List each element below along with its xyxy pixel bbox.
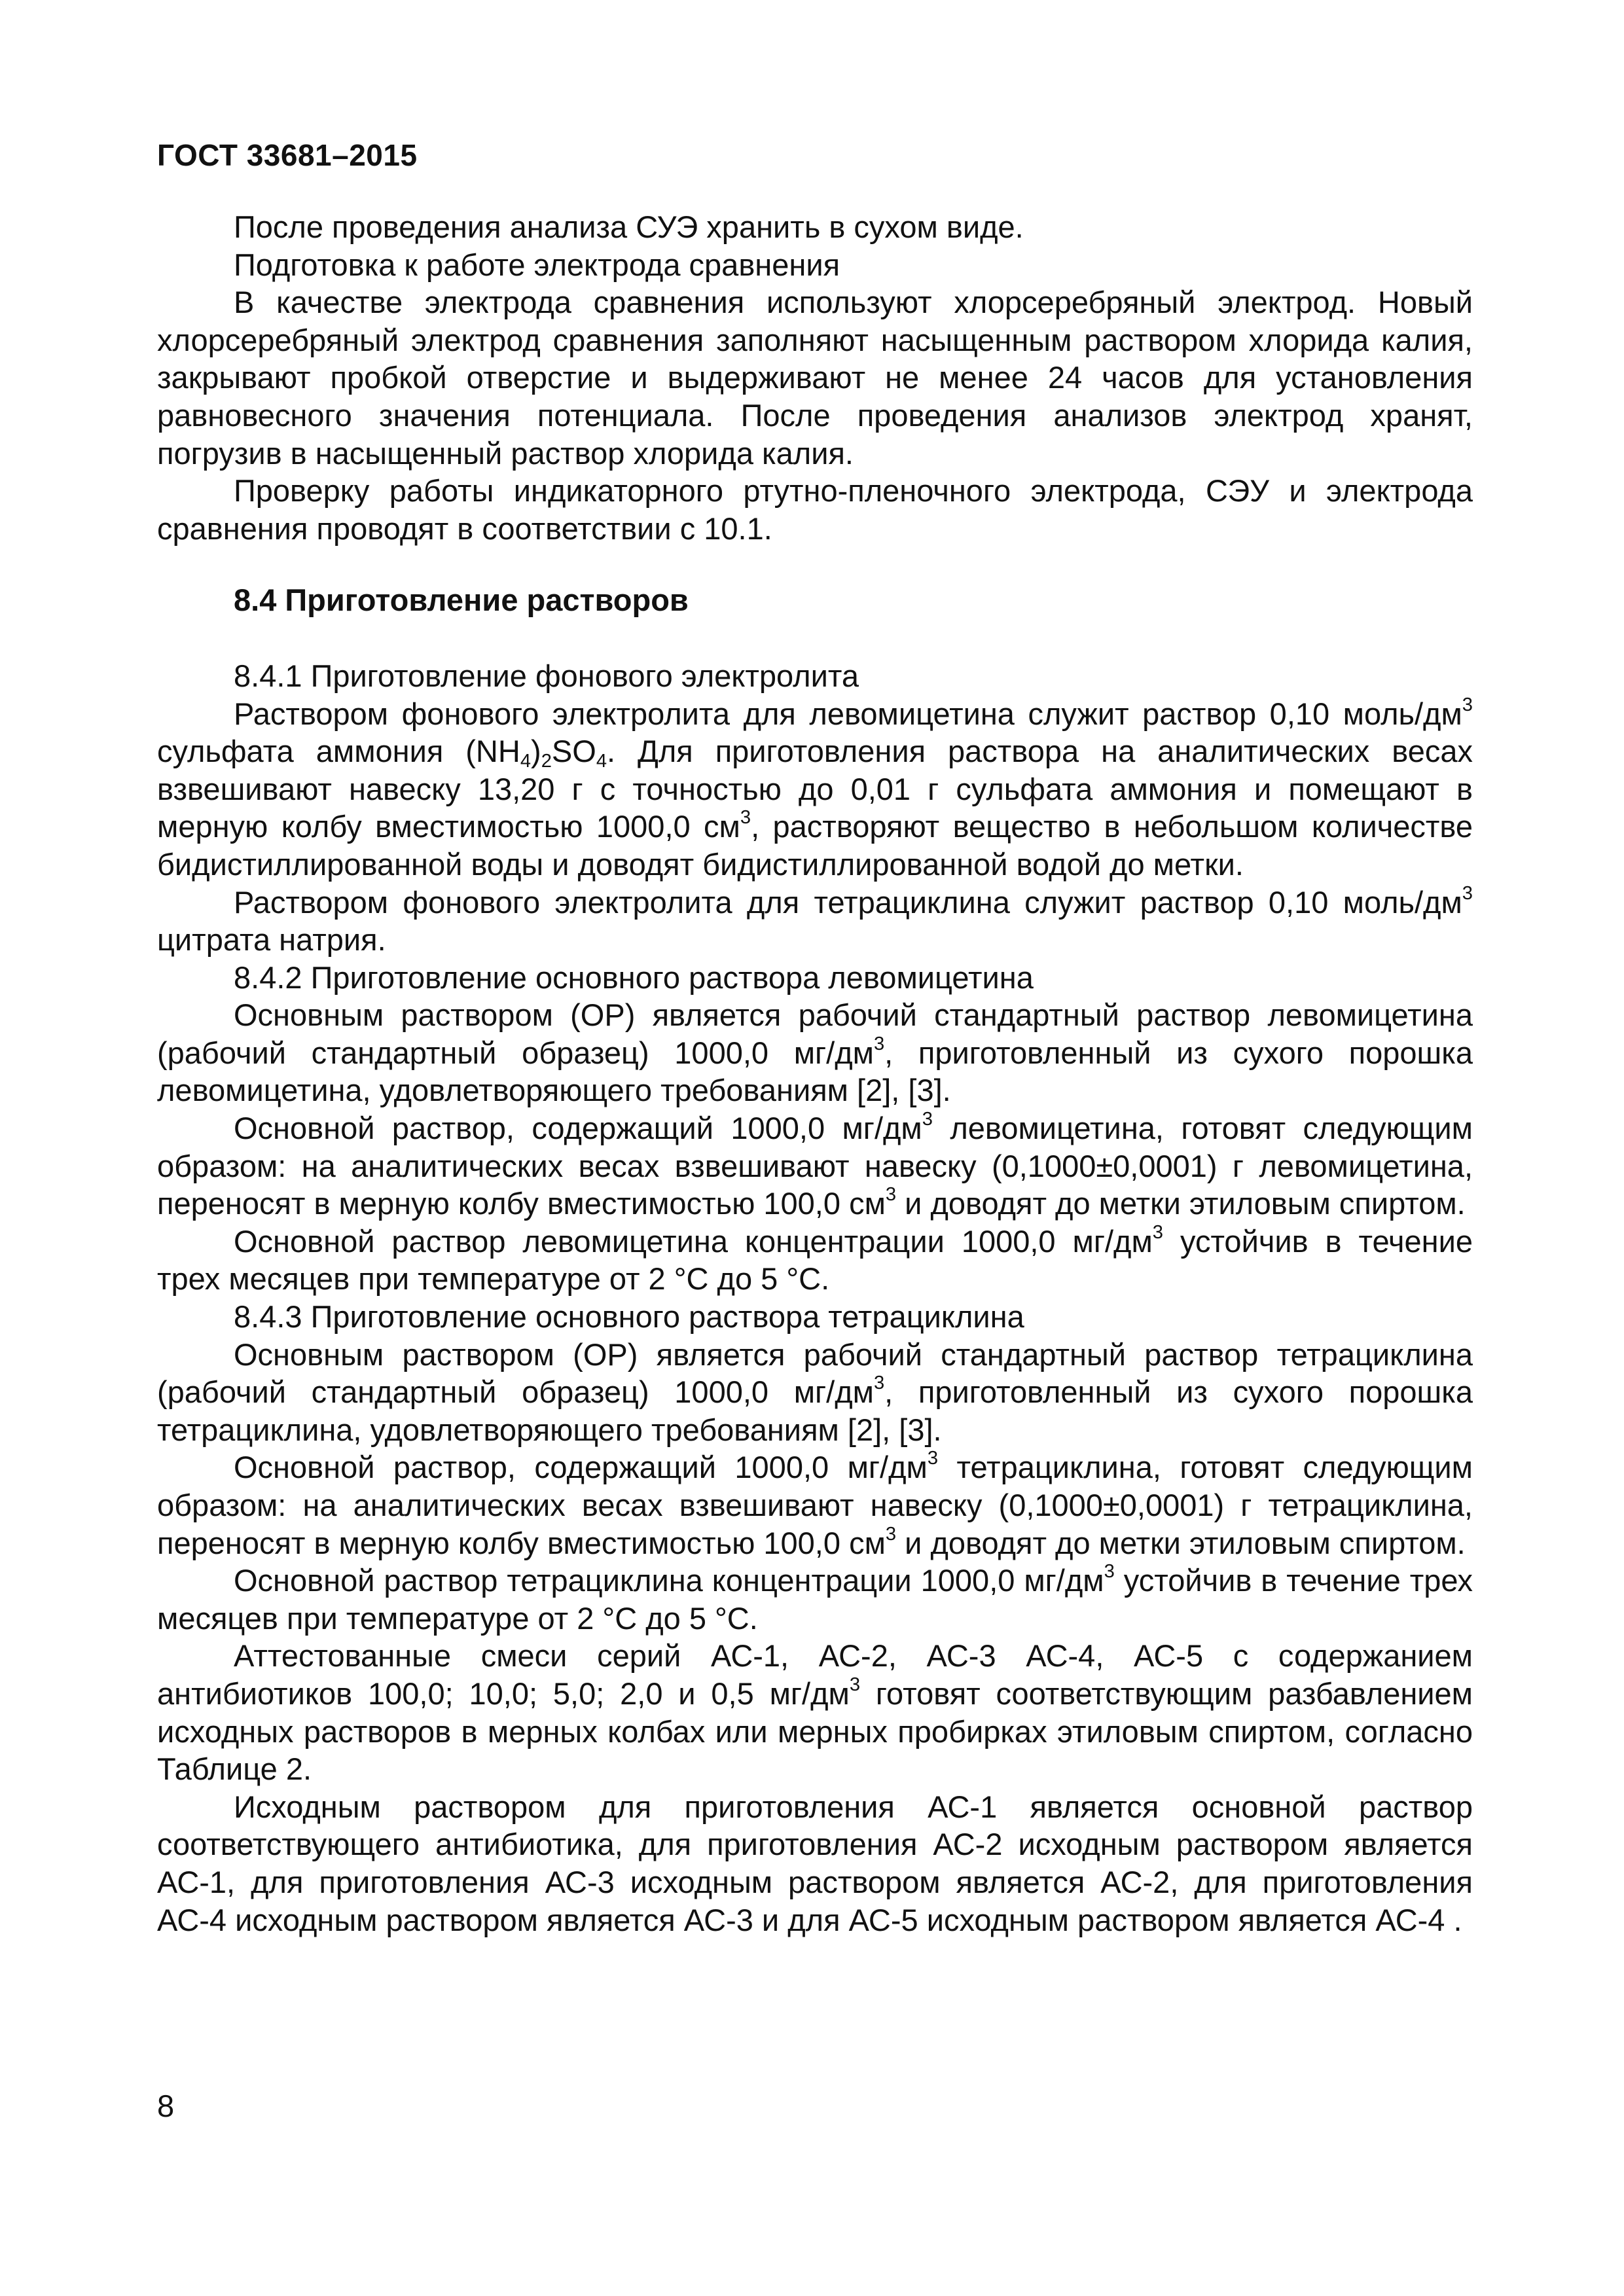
paragraph-stock-levomycetin: Основным раствором (ОР) является рабочий стандартный раствор левомицетина (рабочий стандартный образец) 1000,0 $мг/дм^3$, приготовленный из сухого порошка левомицетина, удовлетворяющего требованиям [2], [3].: [157, 997, 1473, 1108]
paragraph-reference-electrode-title: Подготовка к работе электрода сравнения: [234, 247, 840, 282]
paragraph-stock-levomycetin-prep: Основной раствор, содержащий 1000,0 $мг/дм^3$ левомицетина, готовят следующим образом: на аналитических весах взвешивают навеску (0,1000±0,0001) г левомицетина, переносят в мерную колбу вместимостью 100,0 $см^3$ и доводят до метки этиловым спиртом.: [157, 1109, 1473, 1221]
page-number: 8: [157, 2089, 175, 2123]
paragraph-stock-tetracycline: Основным раствором (ОР) является рабочий стандартный раствор тетрациклина (рабочий стандартный образец) 1000,0 $мг/дм^3$, приготовленный из сухого порошка тетрациклина, удовлетворяющего требованиям [2], [3].: [157, 1336, 1473, 1447]
paragraph-stock-levomycetin-stability: Основной раствор левомицетина концентрации 1000,0 $мг/дм^3$ устойчив в течение трех месяцев при температуре от 2 °С до 5 °С.: [157, 1221, 1473, 1297]
paragraph-stock-tetracycline-stability: Основной раствор тетрациклина концентрации 1000,0 $мг/дм^3$ устойчив в течение трех месяцев при температуре от 2 °С до 5 °С.: [157, 1561, 1473, 1636]
document-body: [157, 208, 1473, 1939]
paragraph-background-electrolyte-tetracycline: Раствором фонового электролита для тетрациклина служит раствор 0,10 моль/$дм^3$ цитрата натрия.: [157, 882, 1473, 958]
paragraph-certified-mixtures: Аттестованные смеси серий АС-1, АС-2, АС-3 АС-4, АС-5 с содержанием антибиотиков 100,0; 10,0; 5,0; 2,0 и 0,5 $мг/дм^3$ готовят соответствующим разбавлением исходных растворов в мерных колбах или мерных пробирках этиловым спиртом, согласно Таблице 2.: [157, 1638, 1473, 1787]
paragraph-background-electrolyte-levomycetin: Раствором фонового электролита для левомицетина служит раствор 0,10 моль/$дм^3$ сульфата аммония $(NH_4)_2SO_4$. Для приготовления раствора на аналитических весах взвешивают навеску 13,20 г с точностью до 0,01 г сульфата аммония и помещают в мерную колбу вместимостью 1000,0 $см^3$, растворяют вещество в небольшом количестве бидистиллированной воды и доводят бидистиллированной водой до метки.: [157, 694, 1473, 882]
section-title: 8.4 Приготовление растворов: [234, 583, 689, 618]
paragraph-source-solutions: Исходным раствором для приготовления АС-1 является основной раствор соответствующего антибиотика, для приготовления АС-2 исходным раствором является АС-1, для приготовления АС-3 исходным раствором является АС-2, для приготовления АС-4 исходным раствором является АС-3 и для АС-5 исходным раствором является АС-4 .: [157, 1789, 1473, 1937]
paragraph-electrode-check: Проверку работы индикаторного ртутно-пленочного электрода, СЭУ и электрода сравнения проводят в соответствии с 10.1.: [157, 473, 1473, 546]
subsection-title-843: 8.4.3 Приготовление основного раствора тетрациклина: [234, 1299, 1024, 1335]
subsection-title-841: 8.4.1 Приготовление фонового электролита: [234, 658, 859, 693]
paragraph-reference-electrode: В качестве электрода сравнения используют хлорсеребряный электрод. Новый хлорсеребряный электрод сравнения заполняют насыщенным раствором хлорида калия, закрывают пробкой отверстие и выдерживают не менее 24 часов для установления равновесного значения потенциала. После проведения анализов электрод хранят, погрузив в насыщенный раствор хлорида калия.: [157, 285, 1473, 471]
document-header: ГОСТ 33681–2015: [157, 138, 418, 172]
paragraph-stock-tetracycline-prep: Основной раствор, содержащий 1000,0 $мг/дм^3$ тетрациклина, готовят следующим образом: на аналитических весах взвешивают навеску (0,1000±0,0001) г тетрациклина, переносят в мерную колбу вместимостью 100,0 $см^3$ и доводят до метки этиловым спиртом.: [157, 1448, 1473, 1560]
paragraph-storage: После проведения анализа СУЭ хранить в сухом виде.: [234, 209, 1024, 244]
subsection-title-842: 8.4.2 Приготовление основного раствора левомицетина: [234, 960, 1034, 995]
